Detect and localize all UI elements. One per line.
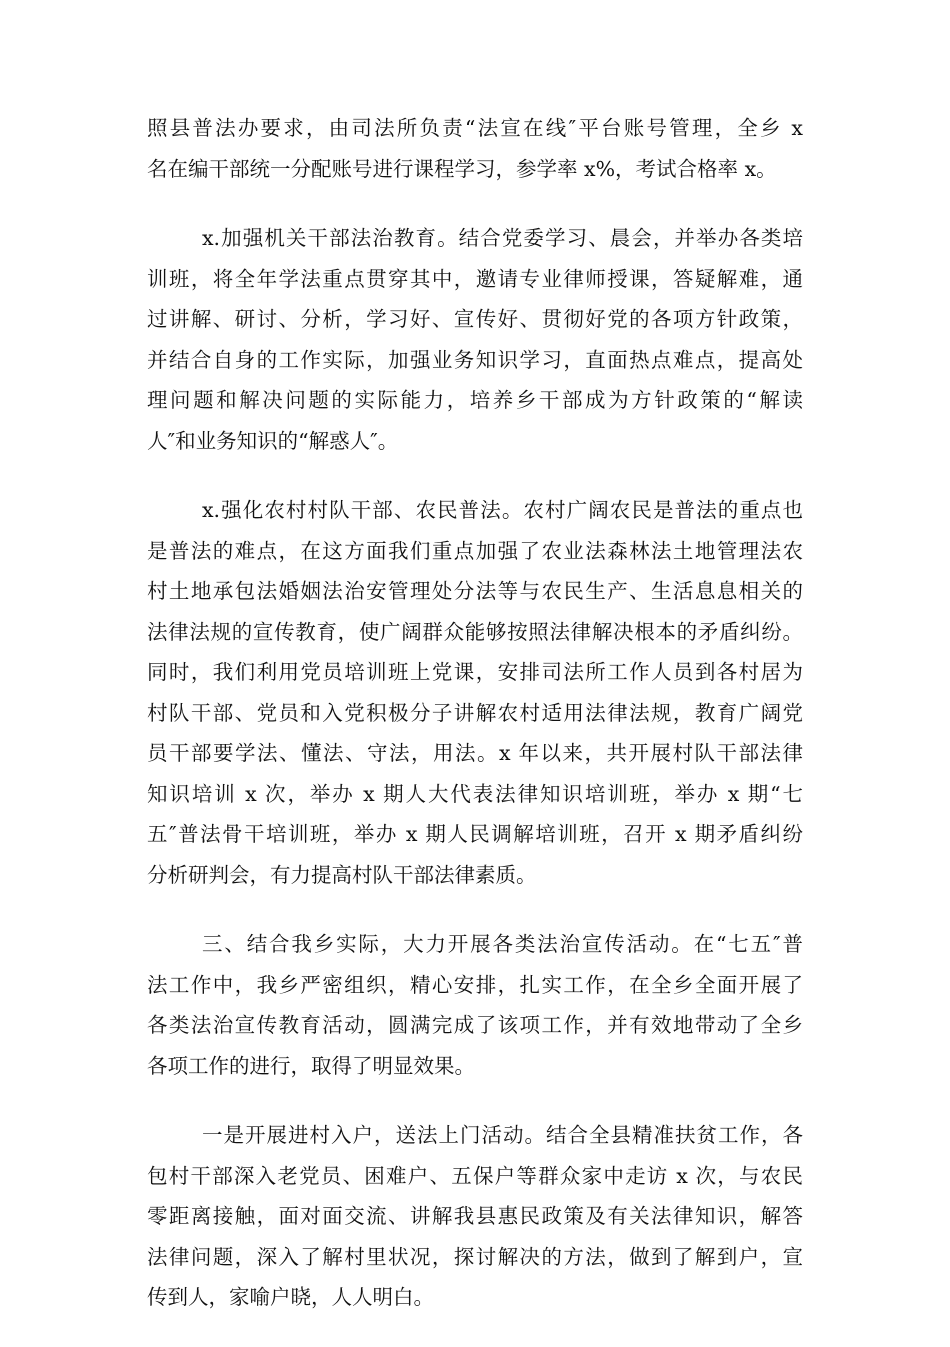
paragraph-line: x.加强机关干部法治教育。结合党委学习、晨会，并举办各类培 [202,226,803,250]
paragraph-line: 知识培训 x 次，举办 x 期人大代表法律知识培训班，举办 x 期“七 [147,781,803,806]
paragraph-line: 包村干部深入老党员、困难户、五保户等群众家中走访 x 次，与农民 [147,1163,803,1188]
paragraph-line: 三、结合我乡实际，大力开展各类法治宣传活动。在“七五″普 [202,932,803,956]
paragraph-line: 一是开展进村入户，送法上门活动。结合全县精准扶贫工作，各 [202,1123,803,1147]
paragraph-line: 人″和业务知识的“解惑人″。 [147,428,399,453]
paragraph-line: 村土地承包法婚姻法治安管理处分法等与农民生产、生活息息相关的 [147,579,803,603]
paragraph-line: 法律问题，深入了解村里状况，探讨解决的方法，做到了解到户，宣 [147,1244,803,1269]
paragraph-p4 [147,924,803,1086]
paragraph-line: 是普法的难点，在这方面我们重点加强了农业法森林法土地管理法农 [147,538,803,563]
paragraph-line: 法工作中，我乡严密组织，精心安排，扎实工作，在全乡全面开展了 [147,972,803,997]
document-body [147,108,803,1347]
paragraph-line: 理问题和解决问题的实际能力，培养乡干部成为方针政策的“解读 [147,388,803,412]
paragraph-line: 训班，将全年学法重点贯穿其中，邀请专业律师授课，答疑解难，通 [147,266,803,291]
paragraph-line: 法律法规的宣传教育，使广阔群众能够按照法律解决根本的矛盾纠纷。 [147,619,803,644]
paragraph-line: 各类法治宣传教育活动，圆满完成了该项工作，并有效地带动了全乡 [147,1013,803,1037]
paragraph-line: 并结合自身的工作实际，加强业务知识学习，直面热点难点，提高处 [147,347,803,372]
paragraph-line: 传到人，家喻户晓，人人明白。 [147,1285,434,1309]
paragraph-line: 各项工作的进行，取得了明显效果。 [147,1053,475,1078]
paragraph-line: 过讲解、研讨、分析，学习好、宣传好、贯彻好党的各项方针政策， [147,307,803,331]
paragraph-p3 [147,490,803,895]
paragraph-line: 名在编干部统一分配账号进行课程学习，参学率 x%，考试合格率 x。 [147,156,777,181]
paragraph-line: 照县普法办要求，由司法所负责“法宣在线″平台账号管理，全乡 x [147,116,803,140]
paragraph-line: x.强化农村村队干部、农民普法。农村广阔农民是普法的重点也 [202,498,803,522]
paragraph-line: 村队干部、党员和入党积极分子讲解农村适用法律法规，教育广阔党 [147,700,803,725]
paragraph-line: 同时，我们利用党员培训班上党课，安排司法所工作人员到各村居为 [147,660,803,684]
paragraph-p5 [147,1115,803,1318]
paragraph-line: 五″普法骨干培训班，举办 x 期人民调解培训班，召开 x 期矛盾纠纷 [147,822,803,846]
paragraph-line: 分析研判会，有力提高村队干部法律素质。 [147,862,537,887]
paragraph-p2 [147,218,803,461]
paragraph-line: 零距离接触，面对面交流、讲解我县惠民政策及有关法律知识，解答 [147,1204,803,1228]
paragraph-p1 [147,108,803,189]
paragraph-line: 员干部要学法、懂法、守法，用法。x 年以来，共开展村队干部法律 [147,741,803,765]
